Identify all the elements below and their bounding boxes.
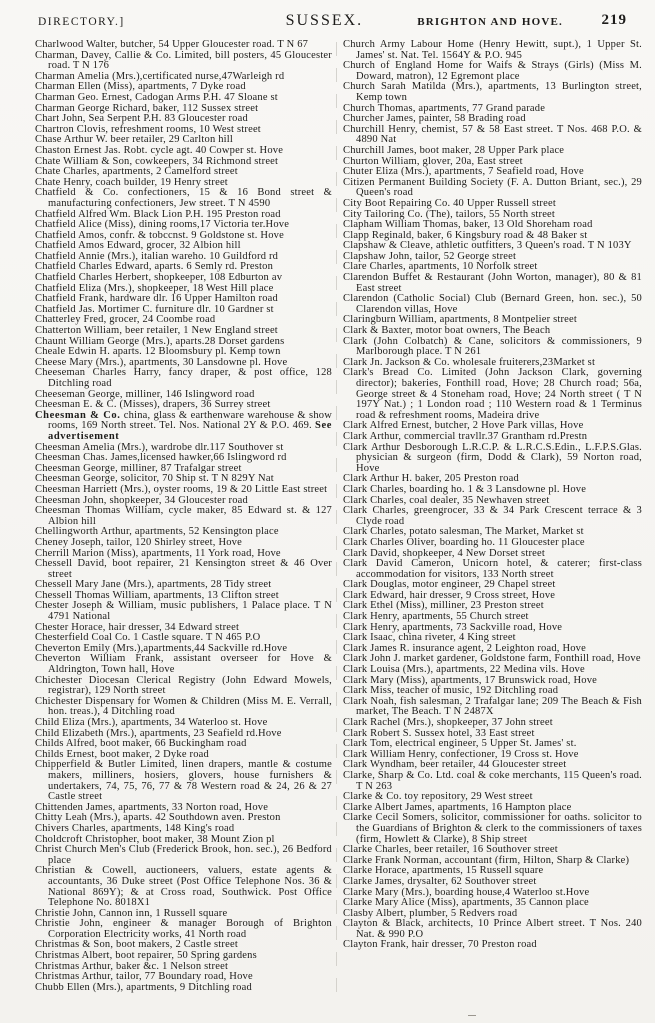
directory-entry: Chart John, Sea Serpent P.H. 83 Gloucester road — [35, 113, 248, 125]
directory-entry: Clark Henry, apartments, 55 Church street — [343, 611, 529, 623]
directory-entry: Chaunt William George (Mrs.), aparts.28 Dorset gardens — [35, 335, 285, 347]
directory-entry: Clark Jn. Jackson & Co. wholesale fruiterers,23Market st — [343, 356, 596, 368]
directory-entry: Cheeseman Charles Harry, fancy draper, & post office, 128 Ditchling road — [35, 367, 332, 389]
directory-entry: Clark Charles, coal dealer, 35 Newhaven street — [343, 494, 550, 506]
directory-entry: Chessell Thomas William, apartments, 13 Clifton street — [35, 589, 279, 601]
directory-entry: Cheesman Amelia (Mrs.), wardrobe dlr.117 Southover st — [35, 441, 284, 453]
directory-entry: Church Sarah Matilda (Mrs.), apartments, 13 Burlington street, Kemp town — [343, 81, 642, 103]
directory-entry: Chate Charles, apartments, 2 Camelford street — [35, 166, 238, 178]
directory-entry: Cheesman & Co. china, glass & earthenware warehouse & show rooms, 169 North street. Tel. Nos. National 2Y & P.O. 469. See advertisement — [35, 409, 332, 442]
header-county-title: SUSSEX. — [285, 12, 364, 29]
directory-entry: Clapp Reginald, baker, 6 Kingsbury road & 48 Baker st — [343, 229, 588, 241]
directory-entry: Charman, Davey, Callie & Co. Limited, bill posters, 45 Gloucester road. T N 176 — [35, 49, 332, 72]
directory-entry: Choldcroft Christopher, boot maker, 38 Mount Zion pl — [35, 833, 275, 845]
directory-entry: Chatfield Annie (Mrs.), italian wareho. 10 Guildford rd — [35, 250, 279, 262]
directory-entry: Cheverton Emily (Mrs.),apartments,44 Sackville rd.Hove — [35, 642, 288, 654]
directory-entry: Clasby Albert, plumber, 5 Redvers road — [343, 907, 518, 919]
directory-entry: Cheesman Thomas William, cycle maker, 85 Edward st. & 127 Albion hill — [35, 505, 332, 527]
directory-entry: Clark Miss, teacher of music, 192 Ditchling road — [343, 685, 559, 697]
directory-entry: Chessell Mary Jane (Mrs.), apartments, 28 Tidy street — [35, 579, 272, 591]
directory-entry: Clarke Frank Norman, accountant (firm, Hilton, Sharp & Clarke) — [343, 854, 630, 866]
right-column — [343, 40, 642, 951]
directory-entry: Clark's Bread Co. Limited (John Jackson Clark, governing director); bakeries, Fonthill road, Hove; 28 Church road; 56a, George street & 4 Stoneham road, Hove; 24 North street ( T N 197Y Nat.) ; 1 London road ; 110 Western road & 1 Terminus road & refreshment rooms, Madeira drive — [343, 367, 642, 421]
directory-entry: Clapshaw & Cleave, athletic outfitters, 3 Queen's road. T N 103Y — [343, 240, 632, 252]
directory-entry: Chesterfield Coal Co. 1 Castle square. T N 465 P.O — [35, 632, 261, 644]
directory-entry: Cheesman Chas. James,licensed hawker,66 Islingword rd — [35, 452, 287, 464]
directory-entry: Clark Louisa (Mrs.), apartments, 22 Medina vils. Hove — [343, 664, 585, 676]
directory-entry: Chellingworth Arthur, apartments, 52 Kensington place — [35, 526, 279, 538]
directory-entry: Clark Arthur H. baker, 205 Preston road — [343, 473, 519, 485]
directory-entry: Clark Charles, boarding ho. 1 & 3 Lansdowne pl. Hove — [343, 483, 587, 495]
directory-entry: Child Eliza (Mrs.), apartments, 34 Waterloo st. Hove — [35, 717, 268, 728]
directory-entry: Clark (John Colbatch) & Cane, solicitors & commissioners, 9 Marlborough place. T N 261 — [343, 335, 642, 358]
directory-entry: Churchill Henry, chemist, 57 & 58 East street. T Nos. 468 P.O. & 4890 Nat — [343, 123, 642, 146]
directory-entry: City Boot Repairing Co. 40 Upper Russell street — [343, 197, 556, 209]
directory-entry: Chatfield Amos, confr. & tobccnst. 9 Goldstone st. Hove — [35, 229, 284, 241]
directory-entry: Christmas Arthur, baker &c. 1 Nelson street — [35, 960, 229, 972]
left-column — [35, 40, 332, 993]
directory-entry: Clark David, shopkeeper, 4 New Dorset street — [343, 547, 545, 559]
directory-entry: Chate Henry, coach builder, 19 Henry street — [35, 176, 228, 188]
directory-entry: Cheverton William Frank, assistant overseer for Hove & Aldrington, Town hall, Hove — [35, 653, 332, 676]
directory-entry: Charman George Richard, baker, 112 Sussex street — [35, 102, 259, 114]
directory-entry: Chuter Eliza (Mrs.), apartments, 7 Seafield road, Hove — [343, 166, 584, 178]
directory-entry: Churchill James, boot maker, 28 Upper Park place — [343, 144, 565, 156]
directory-entry: Cheesman George, solicitor, 70 Ship st. T N 829Y Nat — [35, 473, 274, 485]
directory-entry: Chubb Ellen (Mrs.), apartments, 9 Ditchling road — [35, 981, 252, 993]
directory-entry: Clapshaw John, tailor, 52 George street — [343, 250, 517, 262]
directory-entry: Charman Geo. Ernest, Cadogan Arms P.H. 47 Sloane st — [35, 91, 278, 103]
header-section-label: BRIGHTON AND HOVE. — [417, 16, 563, 28]
directory-entry: Chester Horace, hair dresser, 34 Edward street — [35, 621, 240, 633]
directory-entry: Chate William & Son, cowkeepers, 34 Richmond street — [35, 155, 279, 167]
directory-entry: Chatfield Eliza (Mrs.), shopkeeper, 18 West Hill place — [35, 282, 274, 294]
directory-entry: Christian & Cowell, auctioneers, valuers, estate agents & accountants, 36 Duke street (Post Office Telephone Nos. 36 & National 869Y); & at Cross road, Southwick. Post Office Telephone No. 8018X1 — [35, 865, 332, 909]
directory-entry: Chittenden James, apartments, 33 Norton road, Hove — [35, 801, 269, 813]
directory-entry: Cheale Edwin H. aparts. 12 Bloomsbury pl. Kemp town — [35, 346, 281, 358]
directory-entry: Chatterton William, beer retailer, 1 New England street — [35, 325, 278, 337]
directory-entry: Chatterley Fred, grocer, 24 Coombe road — [35, 314, 216, 326]
page-header — [0, 12, 655, 34]
directory-entry: Clark John J. market gardener, Goldstone farm, Fonthill road, Hove — [343, 653, 641, 665]
header-directory-label: DIRECTORY.] — [38, 16, 125, 28]
directory-entry: Clarke & Co. toy repository, 29 West street — [343, 791, 533, 803]
directory-entry: Cheney Joseph, tailor, 120 Shirley street, Hove — [35, 536, 242, 548]
directory-entry: Clayton & Black, architects, 10 Prince Albert street. T Nos. 240 Nat. & 990 P.O — [343, 918, 642, 940]
directory-entry: Childs Ernest, boot maker, 2 Dyke road — [35, 748, 209, 760]
directory-entry: Charman Ellen (Miss), apartments, 7 Dyke road — [35, 81, 246, 93]
directory-entry: Churton William, glover, 20a, East street — [343, 155, 523, 167]
directory-entry: Clarke, Sharp & Co. Ltd. coal & coke merchants, 115 Queen's road. T N 263 — [343, 769, 642, 792]
directory-entry: Cheesman John, shopkeeper, 34 Gloucester road — [35, 494, 248, 506]
directory-entry: Chatfield Charles Edward, aparts. 6 Semly rd. Preston — [35, 261, 274, 273]
directory-entry: Clark Tom, electrical engineer, 5 Upper St. James' st. — [343, 738, 577, 750]
directory-entry: Clarke Charles, beer retailer, 16 Southover street — [343, 844, 558, 856]
directory-entry: Clark Charles, potato salesman, The Market, Market st — [343, 526, 584, 538]
directory-entry: Chatfield & Co. confectioners, 15 & 16 Bond street & manufacturing confectioners, Jew street. T N 4590 — [35, 187, 332, 209]
directory-entry: Chichester Dispensary for Women & Children (Miss M. E. Verrall, hon. treas.), 4 Ditchling road — [35, 695, 332, 718]
directory-entry: Church of England Home for Waifs & Strays (Girls) (Miss M. Doward, matron), 12 Egremont place — [343, 60, 642, 82]
directory-entry: Clark William Henry, confectioner, 19 Cross st. Hove — [343, 748, 579, 760]
directory-entry: Clark James R. insurance agent, 2 Leighton road, Hove — [343, 642, 586, 654]
directory-entry: Clarke James, drysalter, 62 Southover street — [343, 875, 537, 887]
directory-entry: City Tailoring Co. (The), tailors, 55 North street — [343, 208, 556, 220]
directory-entry: Clark Mary (Miss), apartments, 17 Brunswick road, Hove — [343, 674, 598, 686]
directory-entry: Chichester Diocesan Clerical Registry (John Edward Mowels, registrar), 129 North street — [35, 674, 332, 697]
directory-entry: Clark Edward, hair dresser, 9 Cross street, Hove — [343, 589, 556, 601]
directory-entry: Cherrill Marion (Miss), apartments, 11 York road, Hove — [35, 547, 281, 559]
directory-entry: Clare Charles, apartments, 10 Norfolk street — [343, 261, 538, 273]
directory-entry: Clapham William Thomas, baker, 13 Old Shoreham road — [343, 219, 593, 231]
directory-entry: Christmas & Son, boot makers, 2 Castle street — [35, 939, 238, 951]
directory-entry: Church Thomas, apartments, 77 Grand parade — [343, 102, 546, 114]
directory-entry: Churcher James, painter, 58 Brading road — [343, 113, 526, 125]
scan-artifact-mark — [468, 1015, 476, 1016]
directory-entry: Clayton Frank, hair dresser, 70 Preston road — [343, 939, 537, 951]
directory-entry: Chester Joseph & William, music publishers, 1 Palace place. T N 4791 National — [35, 600, 332, 623]
directory-entry: Clarke Mary Alice (Miss), apartments, 35 Cannon place — [343, 897, 589, 909]
directory-entry: Chatfield Frank, hardware dlr. 16 Upper Hamilton road — [35, 293, 278, 305]
directory-entry: Christ Church Men's Club (Frederick Brook, hon. sec.), 26 Bedford place — [35, 844, 332, 866]
directory-entry: Clark Douglas, motor engineer, 29 Chapel street — [343, 579, 556, 591]
directory-entry: Clark Wyndham, beer retailer, 44 Gloucester street — [343, 759, 567, 771]
directory-entry: Chatfield Alfred Wm. Black Lion P.H. 195 Preston road — [35, 208, 281, 220]
directory-entry: Clark David Cameron, Unicorn hotel, & caterer; first-class accommodation for visitors, 133 North street — [343, 558, 642, 580]
directory-entry: Clark Arthur Desborough L.R.C.P. & L.R.C.S.Edin., L.F.P.S.Glas. physician & surgeon (firm, Dodd & Clark), 59 Norton road, Hove — [343, 441, 642, 474]
directory-entry: Chessell David, boot repairer, 21 Kensington street & 46 Over street — [35, 558, 332, 580]
directory-entry: Clarke Albert James, apartments, 16 Hampton place — [343, 801, 572, 813]
directory-entry: Clark Alfred Ernest, butcher, 2 Hove Park villas, Hove — [343, 420, 584, 432]
directory-entry: Chartron Clovis, refreshment rooms, 10 West street — [35, 123, 261, 135]
directory-entry: Clarke Horace, apartments, 15 Russell square — [343, 865, 544, 877]
directory-entry: Chatfield Charles Herbert, shopkeeper, 108 Edburton av — [35, 272, 283, 284]
directory-entry: Charlwood Walter, butcher, 54 Upper Gloucester road. T N 67 — [35, 39, 309, 50]
directory-entry: Clarke Cecil Somers, solicitor, commissioner for oaths. solicitor to the Guardians of Brighton & clerk to the commissioners of taxes (firm, Howlett & Clarke), 8 Ship street — [343, 812, 642, 845]
directory-entry: Chatfield Amos Edward, grocer, 32 Albion hill — [35, 240, 241, 252]
directory-entry: Chitty Leah (Mrs.), aparts. 42 Southdown aven. Preston — [35, 812, 281, 824]
directory-entry: Clark Isaac, china riveter, 4 King street — [343, 632, 516, 644]
directory-entry: Cheeseman George, milliner, 146 Islingword road — [35, 388, 255, 400]
column-divider — [336, 42, 337, 1003]
directory-entry: Clark Robert S. Sussex hotel, 33 East street — [343, 727, 535, 739]
directory-entry: Clark Ethel (Miss), milliner, 23 Preston street — [343, 600, 544, 612]
directory-entry: Clark Charles, greengrocer, 33 & 34 Park Crescent terrace & 3 Clyde road — [343, 505, 642, 527]
directory-entry: Clark Charles Oliver, boarding ho. 11 Gloucester place — [343, 536, 585, 548]
directory-entry: Christie John, engineer & manager Borough of Brighton Corporation Electricity works, 41 North road — [35, 918, 332, 940]
directory-entry: Charman Amelia (Mrs.),certificated nurse,47Warleigh rd — [35, 70, 285, 82]
directory-entry: Cheesman George, milliner, 87 Trafalgar street — [35, 462, 242, 474]
directory-entry: Christmas Albert, boot repairer, 50 Spring gardens — [35, 950, 257, 962]
directory-entry: Chaston Ernest Jas. Robt. cycle agt. 40 Cowper st. Hove — [35, 144, 284, 156]
directory-entry: Clarendon Buffet & Restaurant (John Worton, manager), 80 & 81 East street — [343, 272, 642, 294]
directory-entry: Claringburn William, apartments, 8 Montpelier street — [343, 314, 578, 326]
directory-entry: Clark & Baxter, motor boat owners, The Beach — [343, 325, 551, 337]
directory-entry: Clark Rachel (Mrs.), shopkeeper, 37 John street — [343, 717, 553, 728]
directory-entry: Chipperfield & Butler Limited, linen drapers, mantle & costume makers, milliners, hosiers, glovers, house furnishers & undertakers, 74, 75, 76, 77 & 78 Western road & 24, 26 & 27 Castle street — [35, 759, 332, 803]
directory-entry: Clark Noah, fish salesman, 2 Trafalgar lane; 209 The Beach & Fish market, The Beach. T N 2487X — [343, 695, 642, 718]
directory-entry: Chatfield Alice (Miss), dining rooms,17 Victoria ter.Hove — [35, 219, 290, 231]
directory-entry: Clarke Mary (Mrs.), boarding house,4 Waterloo st.Hove — [343, 886, 590, 898]
directory-entry: Childs Alfred, boot maker, 66 Buckingham road — [35, 738, 247, 750]
directory-entry: Christmas Arthur, tailor, 77 Boundary road, Hove — [35, 971, 253, 983]
directory-entry: Chivers Charles, apartments, 148 King's road — [35, 822, 235, 834]
directory-entry: Child Elizabeth (Mrs.), apartments, 23 Seafield rd.Hove — [35, 727, 282, 739]
directory-entry: Clark Arthur, commercial travllr.37 Grantham rd.Prestn — [343, 430, 588, 442]
directory-entry: Cheesman E. & C. (Misses), drapers, 36 Surrey street — [35, 399, 271, 411]
directory-entry: Clark Henry, apartments, 73 Sackville road, Hove — [343, 621, 563, 633]
directory-entry: Citizen Permanent Building Society (F. A. Dutton Briant, sec.), 29 Queen's road — [343, 176, 642, 199]
directory-entry: Church Army Labour Home (Henry Hewitt, supt.), 1 Upper St. James' st. Nat. Tel. 1564Y & P.O. 945 — [343, 39, 642, 61]
directory-entry: Cheese Mary (Mrs.), apartments, 30 Lansdowne pl. Hove — [35, 356, 288, 368]
directory-entry: Chatfield Jas. Mortimer C. furniture dlr. 10 Gardner st — [35, 303, 274, 315]
directory-entry: Cheesman Harriett (Mrs.), oyster rooms, 19 & 20 Little East street — [35, 483, 328, 495]
directory-entry: Clarendon (Catholic Social) Club (Bernard Green, hon. sec.), 50 Clarendon villas, Hove — [343, 293, 642, 315]
page-number: 219 — [601, 12, 627, 28]
directory-entry: Christie John, Cannon inn, 1 Russell square — [35, 907, 228, 919]
directory-entry: Chase Arthur W. beer retailer, 29 Carlton hill — [35, 134, 234, 146]
